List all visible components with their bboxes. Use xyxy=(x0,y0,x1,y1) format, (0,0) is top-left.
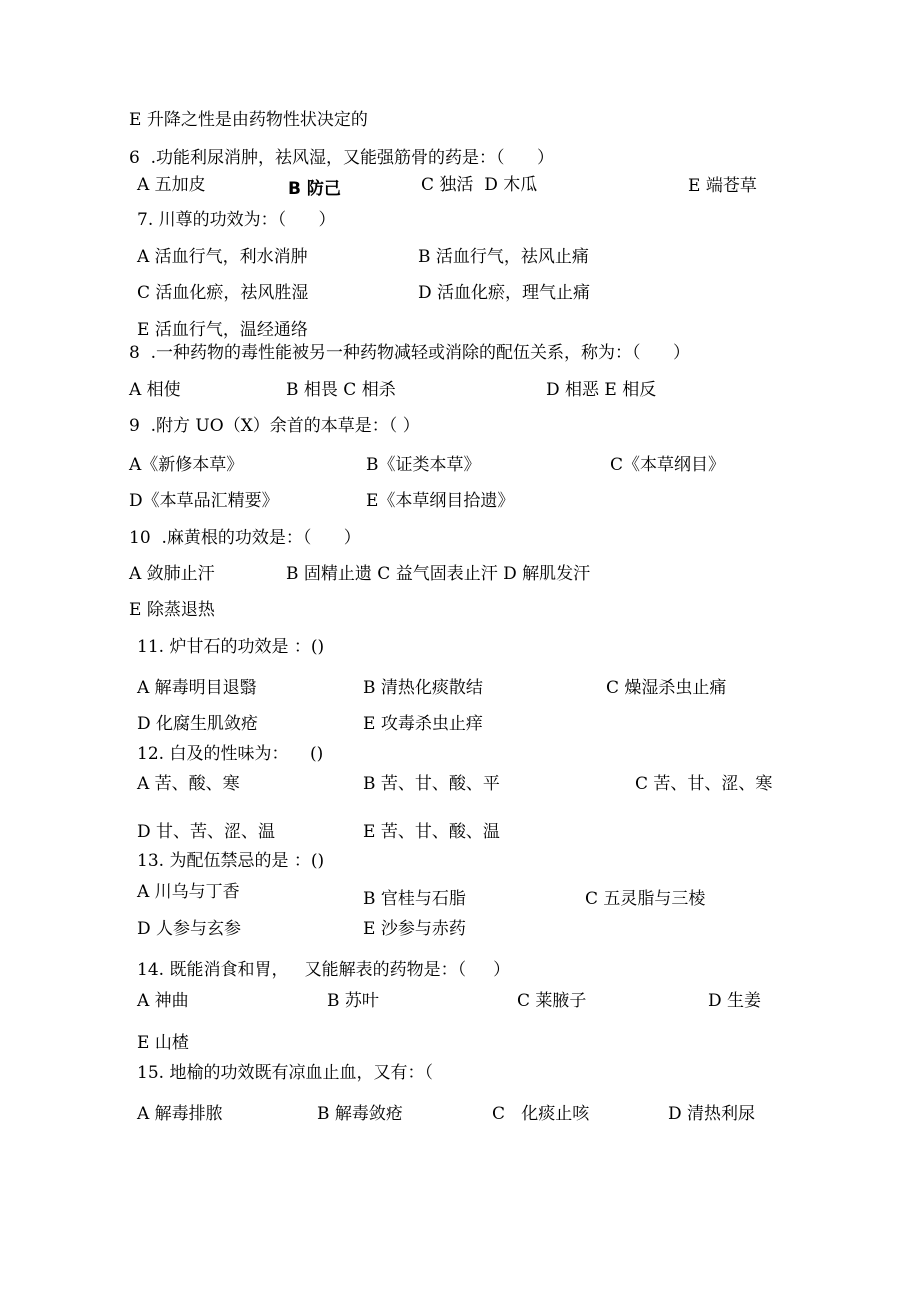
q6-option-a: A 五加皮 xyxy=(137,175,206,195)
q8-option-bc: B 相畏 C 相杀 xyxy=(286,380,396,400)
q6-option-cd: C 独活 D 木瓜 xyxy=(421,175,538,195)
q9-option-e: E《本草纲目拾遗》 xyxy=(366,491,515,511)
q9-option-a: A《新修本草》 xyxy=(129,455,244,475)
q7-option-e: E 活血行气，温经通络 xyxy=(137,320,308,340)
q9-option-b: B《证类本草》 xyxy=(366,455,481,475)
q15-option-b: B 解毒敛疮 xyxy=(317,1104,403,1124)
q11-option-e: E 攻毒杀虫止痒 xyxy=(363,714,483,734)
q12-option-a: A 苦、酸、寒 xyxy=(137,774,240,794)
q11-option-b: B 清热化痰散结 xyxy=(363,678,483,698)
line-option-e-prev: E 升降之性是由药物性状决定的 xyxy=(129,110,368,130)
q9-option-c: C《本草纲目》 xyxy=(610,455,726,475)
q7-option-a: A 活血行气，利水消肿 xyxy=(137,247,308,267)
q6-option-b: B 防己 xyxy=(288,179,341,199)
q9-option-d: D《本草品汇精要》 xyxy=(129,491,279,511)
q12-option-d: D 甘、苦、涩、温 xyxy=(137,822,276,842)
q12-option-e: E 苦、甘、酸、温 xyxy=(363,822,500,842)
question-15: 15. 地榆的功效既有凉血止血，又有：（ xyxy=(137,1063,433,1083)
q12-option-b: B 苦、甘、酸、平 xyxy=(363,774,500,794)
q14-option-a: A 神曲 xyxy=(137,991,189,1011)
q11-option-a: A 解毒明目退翳 xyxy=(137,678,257,698)
q14-option-e: E 山楂 xyxy=(137,1033,189,1053)
q14-option-d: D 生姜 xyxy=(708,991,762,1011)
q14-option-c: C 莱腋子 xyxy=(517,991,587,1011)
q10-option-e: E 除蒸退热 xyxy=(129,600,215,620)
question-14: 14. 既能消食和胃， 又能解表的药物是：（ ） xyxy=(137,960,511,980)
q15-option-a: A 解毒排脓 xyxy=(137,1104,223,1124)
q14-option-b: B 苏叶 xyxy=(327,991,379,1011)
q7-option-c: C 活血化瘀，祛风胜湿 xyxy=(137,283,309,303)
q8-option-de: D 相恶 E 相反 xyxy=(546,380,657,400)
q12-option-c: C 苦、甘、涩、寒 xyxy=(635,774,773,794)
question-7: 7. 川尊的功效为：（ ） xyxy=(137,210,336,230)
q7-option-b: B 活血行气，祛风止痛 xyxy=(418,247,589,267)
q13-option-d: D 人参与玄参 xyxy=(137,919,242,939)
question-9: 9 .附方 UO（X）余首的本草是：（ ） xyxy=(129,416,420,436)
q10-option-bcd: B 固精止遗 C 益气固表止汗 D 解肌发汗 xyxy=(286,564,591,584)
q11-option-c: C 燥湿杀虫止痛 xyxy=(606,678,727,698)
q6-option-e: E 端苍草 xyxy=(688,176,757,196)
question-6: 6 .功能利尿消肿，祛风湿，又能强筋骨的药是：（ ） xyxy=(129,148,554,168)
q13-option-c: C 五灵脂与三棱 xyxy=(585,889,706,909)
q13-option-a: A 川乌与丁香 xyxy=(137,882,240,902)
q7-option-d: D 活血化瘀，理气止痛 xyxy=(418,283,591,303)
question-13: 13. 为配伍禁忌的是 ：() xyxy=(137,851,325,871)
q8-option-a: A 相使 xyxy=(129,380,181,400)
question-12: 12. 白及的性味为： () xyxy=(137,744,324,764)
q15-option-d: D 清热利尿 xyxy=(668,1104,756,1124)
question-11: 11. 炉甘石的功效是 ：() xyxy=(137,637,325,657)
q13-option-e: E 沙参与赤药 xyxy=(363,919,466,939)
q11-option-d: D 化腐生肌敛疮 xyxy=(137,714,259,734)
q13-option-b: B 官桂与石脂 xyxy=(363,889,466,909)
question-8: 8 .一种药物的毒性能被另一种药物减轻或消除的配伍关系，称为：（ ） xyxy=(129,343,690,363)
q15-option-c: C 化痰止咳 xyxy=(492,1104,590,1124)
q10-option-a: A 敛肺止汗 xyxy=(129,564,215,584)
question-10: 10 .麻黄根的功效是：（ ） xyxy=(129,528,361,548)
